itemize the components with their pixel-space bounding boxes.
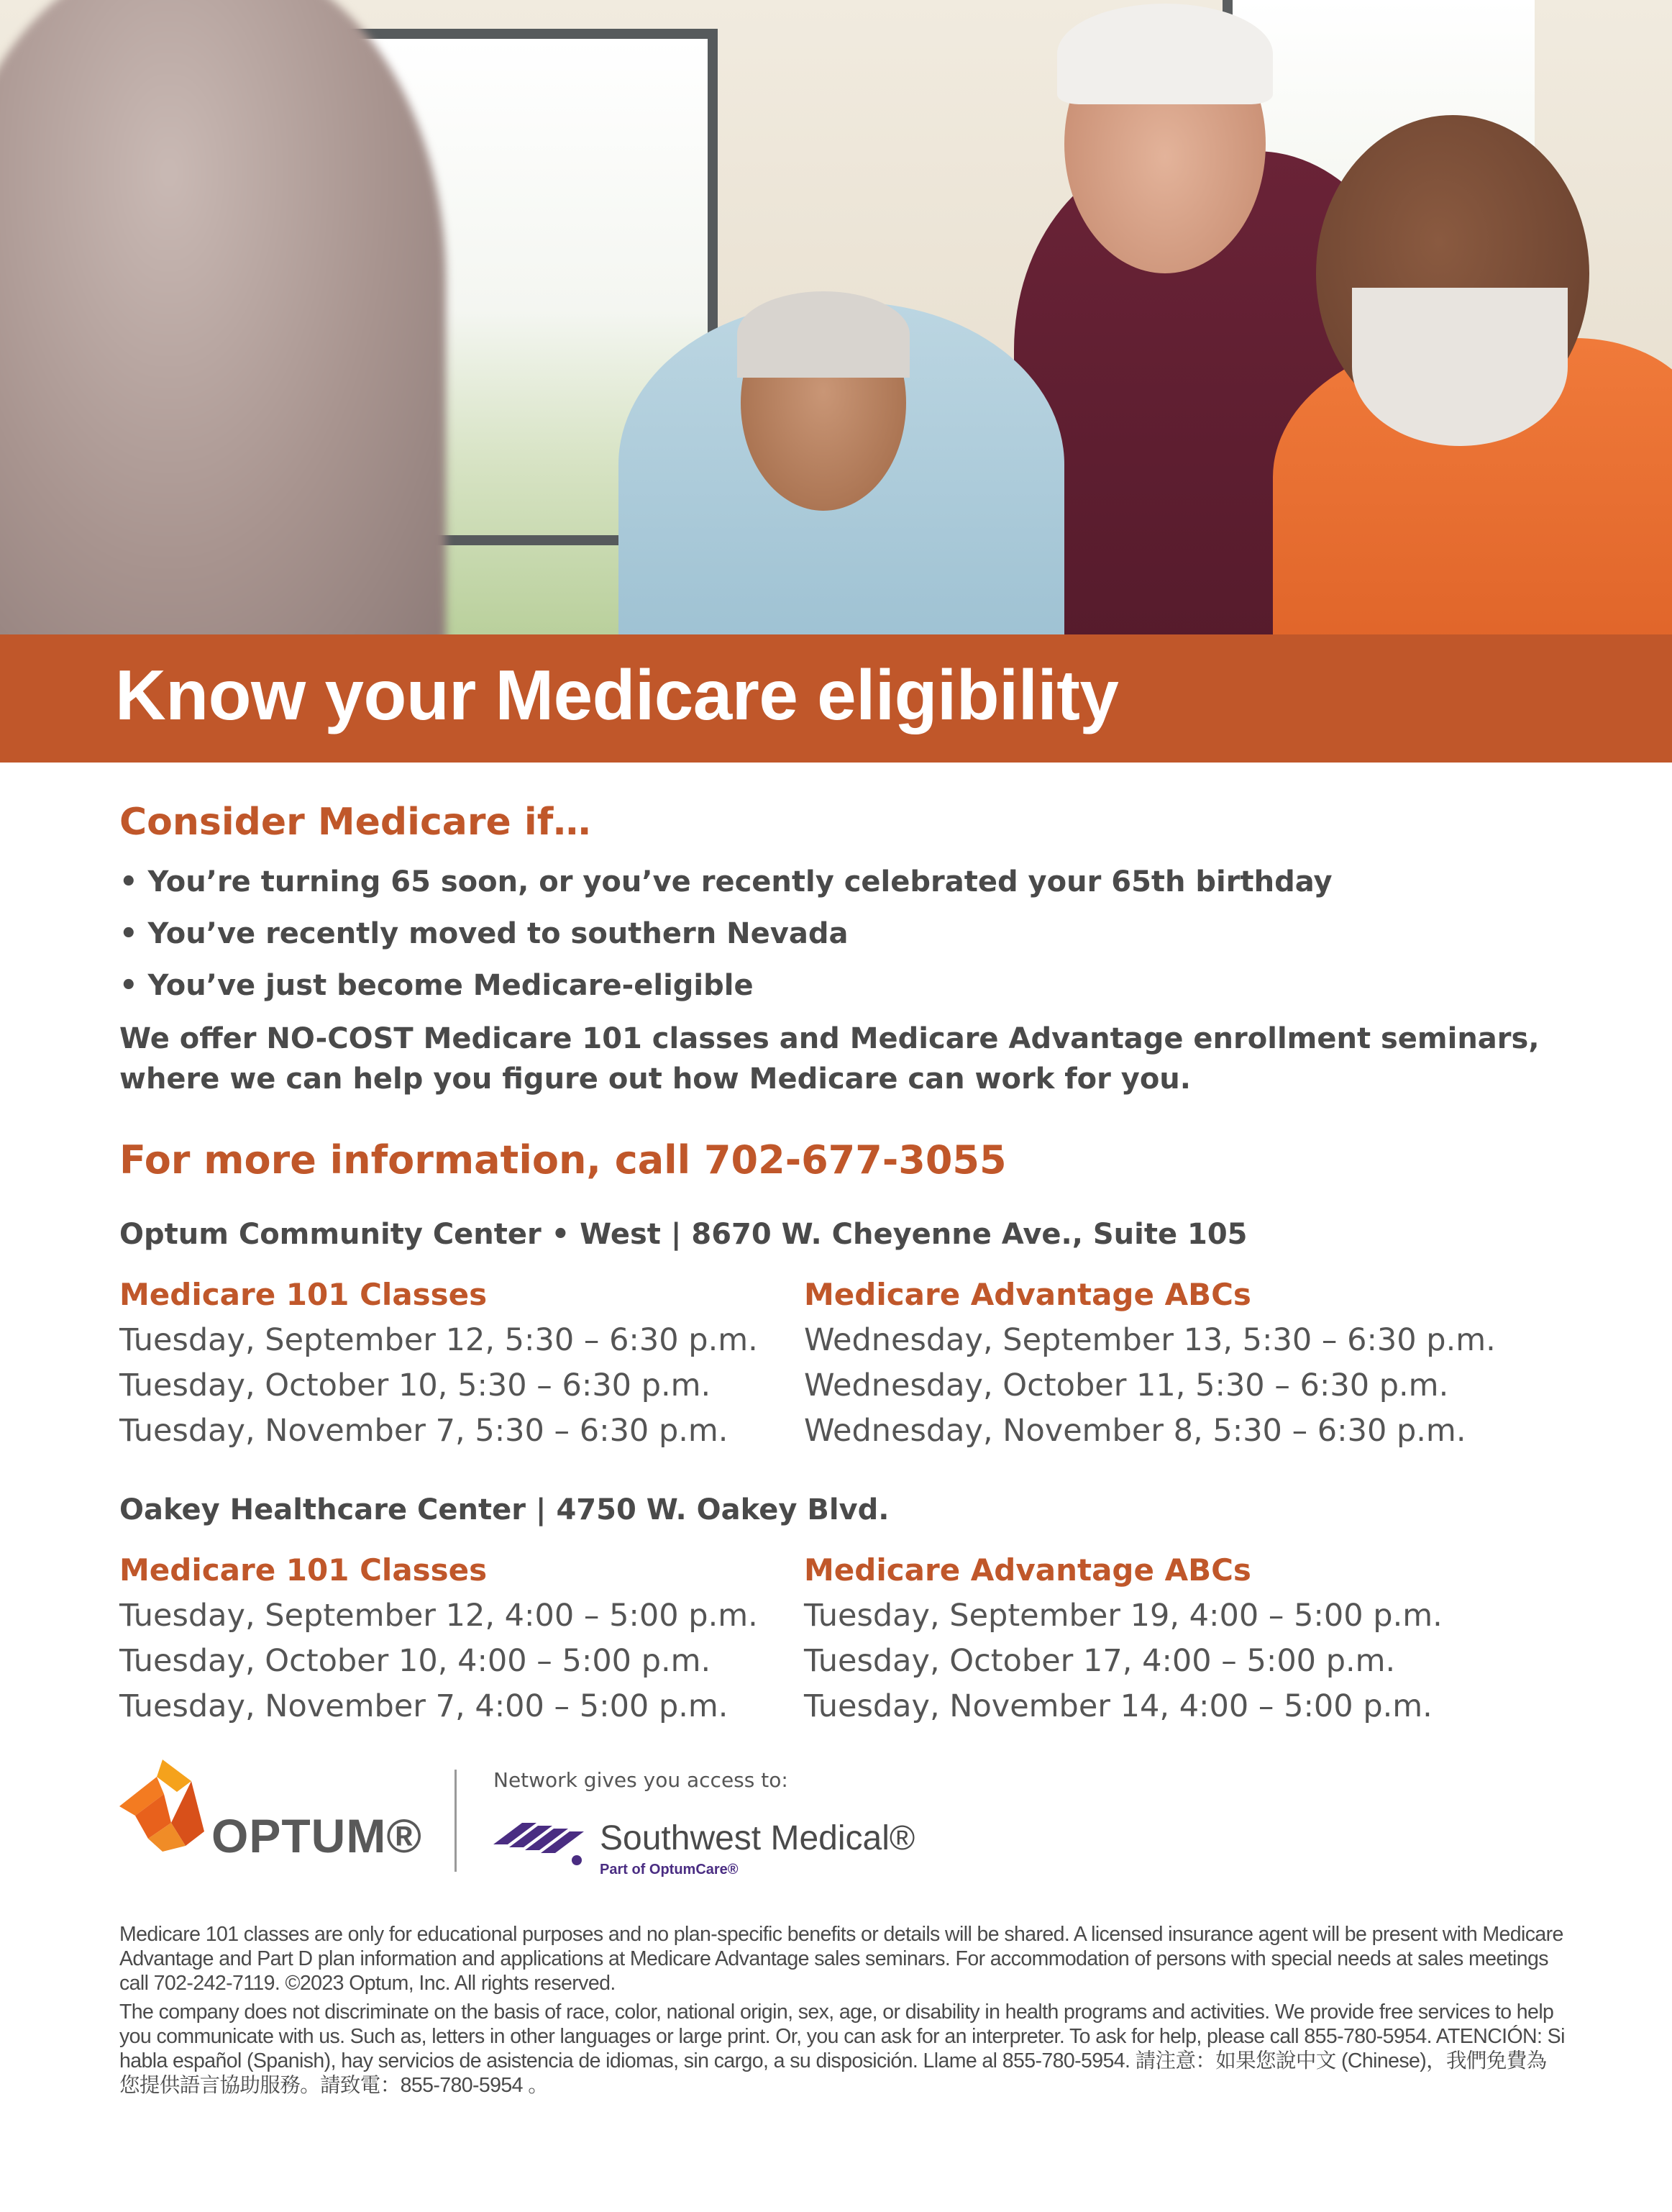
person-hair-image — [737, 291, 910, 378]
southwest-medical-tagline: Part of OptumCare® — [600, 1862, 739, 1878]
schedule-west — [119, 1273, 1594, 1454]
abcs-column — [804, 1273, 1594, 1454]
southwest-medical-wordmark: Southwest Medical® — [600, 1819, 915, 1857]
schedule-item: Wednesday, November 8, 5:30 – 6:30 p.m. — [804, 1413, 1466, 1449]
disclaimer-paragraph: Medicare 101 classes are only for educational purposes and no plan-specific benefits or details will be shared. A licensed insurance agent will be present with Medicare Advantage and Part D plan information and applications at Medicare Advantage sales seminars. For accommodation of persons with special needs at sales meetings call 702-242-7119. ©2023 Optum, Inc. All rights reserved. — [119, 1923, 1563, 1995]
page-title: Know your Medicare eligibility — [115, 655, 1119, 734]
disclaimer-paragraph: The company does not discriminate on the basis of race, color, national origin, sex, age, or disability in health programs and activities. We provide free services to help you communicate with us. Such as, letters in other languages or large print. Or, you can ask for an interpreter. To ask for help, please call 855-780-5954. ATENCIÓN: Si habla español (Spanish), hay servicios de asistencia de idiomas, sin cargo, a su disposición. Llame al 855-780-5954. 請注意：如果您說中文 (Chinese)，我們免費為您提供語言協助服務。請致電：855-780-5954 。 — [119, 2001, 1565, 2097]
logo-divider — [454, 1770, 457, 1872]
schedule-item: Tuesday, November 7, 4:00 – 5:00 p.m. — [119, 1688, 728, 1724]
title-band — [0, 634, 1672, 763]
column-heading: Medicare 101 Classes — [119, 1552, 488, 1588]
call-to-action: For more information, call 702-677-3055 — [119, 1137, 1007, 1183]
schedule-item: Tuesday, November 7, 5:30 – 6:30 p.m. — [119, 1413, 728, 1449]
schedule-item: Tuesday, November 14, 4:00 – 5:00 p.m. — [804, 1688, 1433, 1724]
blurred-person-image — [0, 0, 446, 634]
column-heading: Medicare 101 Classes — [119, 1277, 488, 1312]
venue-heading: Optum Community Center • West | 8670 W. Cheyenne Ave., Suite 105 — [119, 1218, 1248, 1251]
schedule-item: Tuesday, October 10, 4:00 – 5:00 p.m. — [119, 1643, 711, 1679]
abcs-column — [804, 1549, 1594, 1729]
schedule-item: Wednesday, October 11, 5:30 – 6:30 p.m. — [804, 1367, 1449, 1403]
optum-wordmark: OPTUM® — [211, 1809, 422, 1862]
schedule-item: Tuesday, October 10, 5:30 – 6:30 p.m. — [119, 1367, 711, 1403]
southwest-medical-logo-icon — [493, 1816, 601, 1867]
schedule-item: Wednesday, September 13, 5:30 – 6:30 p.m. — [804, 1322, 1496, 1358]
person-hair-image — [1057, 4, 1273, 104]
eligibility-list — [119, 856, 1594, 1011]
schedule-item: Tuesday, September 19, 4:00 – 5:00 p.m. — [804, 1598, 1443, 1634]
offer-text: We offer NO-COST Medicare 101 classes and Medicare Advantage enrollment seminars, where we can help you figure out how Medicare can work for you. — [119, 1022, 1540, 1096]
schedule-item: Tuesday, October 17, 4:00 – 5:00 p.m. — [804, 1643, 1396, 1679]
main-content — [119, 797, 1594, 1729]
column-heading: Medicare Advantage ABCs — [804, 1552, 1251, 1588]
network-label: Network gives you access to: — [493, 1768, 788, 1792]
list-item: • You’ve just become Medicare-eligible — [119, 969, 754, 1002]
hero-photo — [0, 0, 1672, 634]
disclaimer — [119, 1922, 1565, 2098]
person-beard-image — [1352, 288, 1568, 446]
schedule-item: Tuesday, September 12, 4:00 – 5:00 p.m. — [119, 1598, 758, 1634]
column-heading: Medicare Advantage ABCs — [804, 1277, 1251, 1312]
classes-column — [119, 1273, 804, 1454]
venue-heading: Oakey Healthcare Center | 4750 W. Oakey Blvd. — [119, 1493, 890, 1526]
schedule-item: Tuesday, September 12, 5:30 – 6:30 p.m. — [119, 1322, 758, 1358]
list-item: • You’ve recently moved to southern Nevada — [119, 917, 849, 950]
consider-heading: Consider Medicare if… — [119, 801, 591, 844]
list-item: • You’re turning 65 soon, or you’ve recently celebrated your 65th birthday — [119, 865, 1333, 898]
optum-logo-icon — [119, 1760, 206, 1853]
classes-column — [119, 1549, 804, 1729]
schedule-oakey — [119, 1549, 1594, 1729]
logo-row — [119, 1760, 982, 1889]
